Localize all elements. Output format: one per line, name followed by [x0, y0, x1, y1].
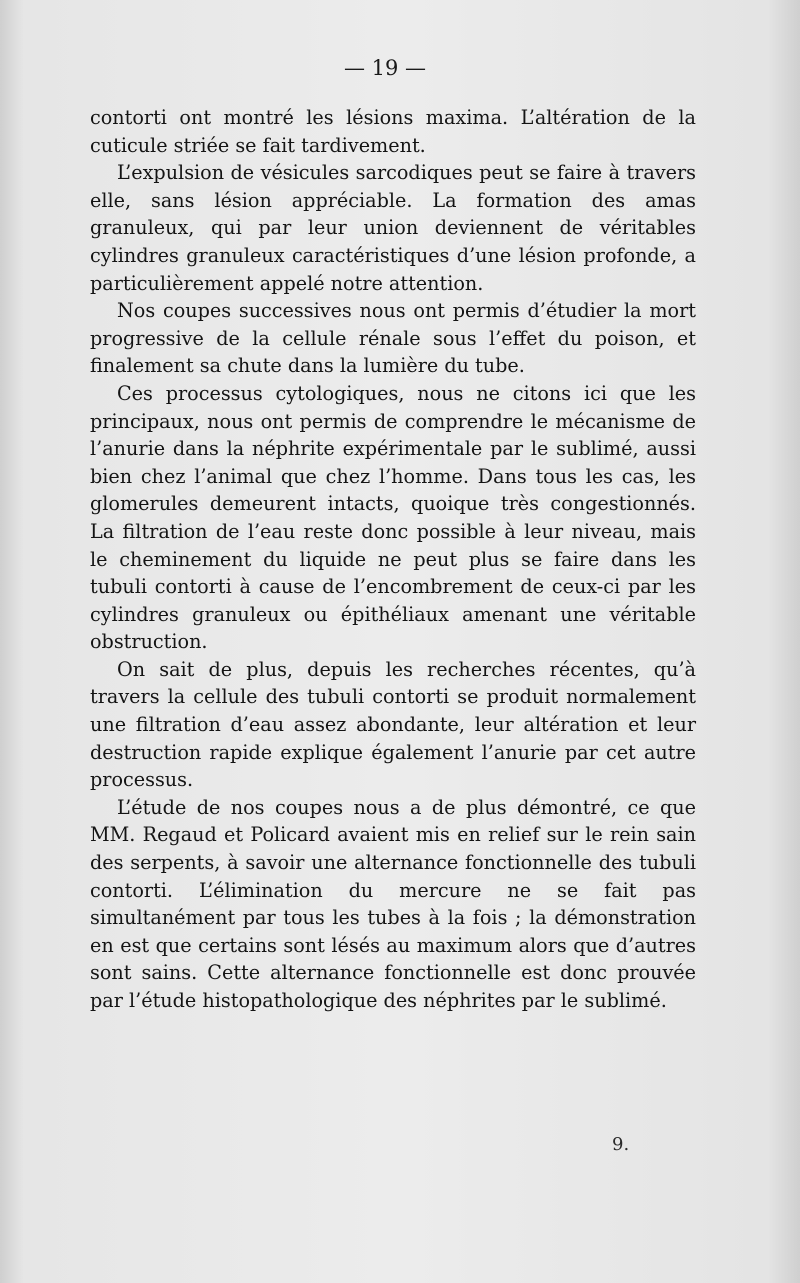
- paragraph-3: Nos coupes successives nous ont permis d’étudier la mort progressive de la cellule rénale sous l’effet du poison, et finalement sa chute dans la lumière du tube.: [90, 299, 696, 378]
- paragraph-6: L’étude de nos coupes nous a de plus démontré, ce que MM. Regaud et Policard avaient mis en relief sur le rein sain des serpents, à savoir une alternance fonctionnelle des tubuli contorti. L’élimination du mercure ne se fait pas simultanément par tous les tubes à la fois ; la démonstration en est que certains sont lésés au maximum alors que d’autres sont sains. Cette alternance fonctionnelle est donc prouvée par l’étude histopathologique des néphrites par le sublimé.: [90, 795, 696, 1012]
- body-text: [90, 104, 696, 1015]
- paragraph-1: contorti ont montré les lésions maxima. L’altération de la cuticule striée se fait tardivement.: [90, 106, 696, 157]
- page-number: — 19 —: [343, 56, 427, 80]
- paragraph-4: Ces processus cytologiques, nous ne citons ici que les principaux, nous ont permis de comprendre le mécanisme de l’anurie dans la néphrite expérimentale par le sublimé, aussi bien chez l’animal que chez l’homme. Dans tous les cas, les glomerules demeurent intacts, quoique très congestionnés. La filtration de l’eau reste donc possible à leur niveau, mais le cheminement du liquide ne peut plus se faire dans les tubuli contorti à cause de l’encombrement de ceux-ci par les cylindres granuleux ou épithéliaux amenant une véritable obstruction.: [90, 381, 696, 654]
- paragraph-2: L’expulsion de vésicules sarcodiques peut se faire à travers elle, sans lésion appréciable. La formation des amas granuleux, qui par leur union deviennent de véritables cylindres granuleux caractéristiques d’une lésion profonde, a particulièrement appelé notre attention.: [90, 161, 696, 295]
- paragraph-5: On sait de plus, depuis les recherches récentes, qu’à travers la cellule des tubuli contorti se produit normalement une filtration d’eau assez abondante, leur altération et leur destruction rapide explique également l’anurie par cet autre processus.: [90, 657, 696, 792]
- signature-mark: 9.: [612, 1134, 630, 1155]
